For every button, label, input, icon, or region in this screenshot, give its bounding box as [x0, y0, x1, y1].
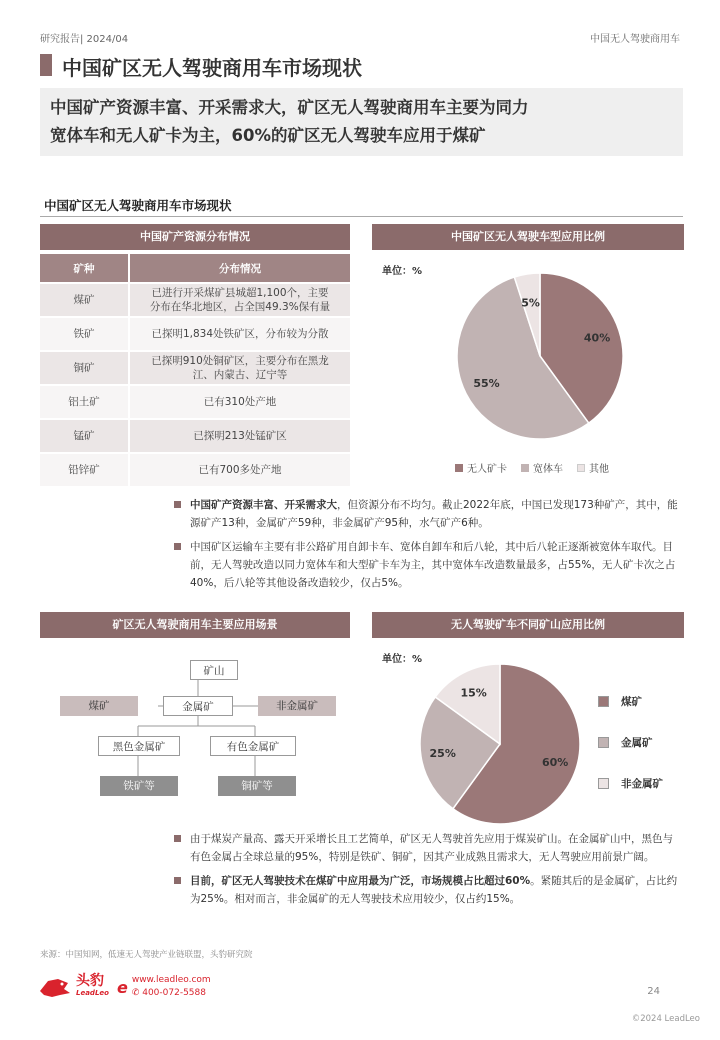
mine-type-legend [598, 694, 663, 791]
page-number: 24 [647, 986, 660, 997]
mine-type-pie-label-1: 25% [429, 747, 456, 761]
node-copper: 铜矿等 [218, 776, 296, 796]
bullet-item: 中国矿产资源丰富、开采需求大，但资源分布不均匀。截止2022年底，中国已发现173种矿产，其中，能源矿产13种，金属矿产59种，非金属矿产95种，水气矿产6种。 [172, 496, 682, 532]
resource-table-band: 中国矿产资源分布情况 [40, 224, 350, 250]
scenes-band: 矿区无人驾驶商用车主要应用场景 [40, 612, 350, 638]
section-divider [40, 216, 683, 217]
phone-number: ✆ 400-072-5588 [131, 988, 206, 998]
brand-name-cn: 头豹 [76, 973, 104, 989]
source-note: 来源：中国知网，低速无人驾驶产业链联盟，头豹研究院 [40, 950, 253, 960]
vehicle-type-pie-label-0: 40% [583, 331, 611, 345]
vehicle-type-pie-chart [440, 262, 640, 452]
mine-type-pie-label-2: 15% [460, 686, 487, 700]
legend-item: 煤矿 [598, 694, 663, 709]
bullet-item: 目前，矿区无人驾驶技术在煤矿中应用最为广泛，市场规模占比超过60%。紧随其后的是金属矿，占比约为25%。相对而言，非金属矿的无人驾驶技术应用较少，仅占约15%。 [172, 872, 682, 908]
summary-line-2: 宽体车和无人矿卡为主，60%的矿区无人驾驶车应用于煤矿 [50, 126, 486, 145]
bullet-item: 中国矿区运输车主要有非公路矿用自卸卡车、宽体自卸车和后八轮，其中后八轮正逐渐被宽体车取代。目前，无人驾驶改造以同力宽体车和大型矿卡车为主，其中宽体车改造数量最多，占55%，无人矿卡次之占40%，后八轮等其他设备改造较少，仅占5%。 [172, 538, 682, 592]
chart-unit-label: 单位：% [382, 266, 423, 277]
node-mine: 矿山 [190, 660, 238, 680]
chart-unit-label: 单位：% [382, 654, 423, 665]
website-link[interactable]: www.leadleo.com [131, 975, 211, 985]
page-title: 中国矿区无人驾驶商用车市场现状 [62, 56, 362, 80]
mine-type-pie-label-0: 60% [541, 755, 569, 769]
table-row [40, 420, 350, 452]
table-row [40, 352, 350, 384]
legend-item: 金属矿 [598, 735, 663, 750]
cell-kind: 铁矿 [40, 318, 128, 350]
analysis-bullets-1 [172, 496, 682, 598]
table-row [40, 284, 350, 316]
copyright: ©2024 LeadLeo [631, 1014, 700, 1024]
summary-line-1: 中国矿产资源丰富、开采需求大，矿区无人驾驶商用车主要为同力 [50, 98, 529, 117]
leopard-logo-icon [38, 975, 72, 999]
vehicle-type-pie-label-2: 5% [521, 296, 540, 310]
legend-swatch [455, 464, 463, 472]
col-header-distribution: 分布情况 [128, 254, 350, 282]
vehicle-type-pie-label-1: 55% [473, 377, 500, 391]
table-row [40, 454, 350, 486]
node-nonmetal: 非金属矿 [258, 696, 336, 716]
node-black-metal: 黑色金属矿 [98, 736, 180, 756]
vehicle-type-chart-band: 中国矿区无人驾驶车型应用比例 [372, 224, 684, 250]
cell-kind: 铅锌矿 [40, 454, 128, 486]
title-accent-bar [40, 54, 52, 76]
legend-item: 无人矿卡 [455, 460, 507, 475]
legend-item: 其他 [577, 460, 609, 475]
legend-item: 宽体车 [521, 460, 563, 475]
cell-kind: 铝土矿 [40, 386, 128, 418]
node-iron: 铁矿等 [100, 776, 178, 796]
bullet-item: 由于煤炭产量高、露天开采增长且工艺简单，矿区无人驾驶首先应用于煤炭矿山。在金属矿山中，黑色与有色金属占全球总量的95%，特别是铁矿、铜矿，因其产业成熟且需求大，无人驾驶应用前景广阔。 [172, 830, 682, 866]
brand-logo [38, 974, 211, 1000]
cell-distribution: 已探明213处锰矿区 [128, 420, 350, 452]
node-color-metal: 有色金属矿 [210, 736, 296, 756]
section-title: 中国矿区无人驾驶商用车市场现状 [44, 198, 232, 213]
legend-swatch [598, 737, 609, 748]
cell-distribution: 已有310处产地 [128, 386, 350, 418]
vehicle-type-legend [455, 460, 609, 475]
resource-table [40, 252, 350, 488]
e-logo-icon: e [116, 977, 128, 997]
cell-kind: 煤矿 [40, 284, 128, 316]
brand-name-en: LeadLeo [76, 989, 109, 997]
analysis-bullets-2 [172, 830, 682, 914]
table-row [40, 386, 350, 418]
cell-distribution: 已探明910处铜矿区，主要分布在黑龙 江、内蒙古、辽宁等 [128, 352, 350, 384]
node-metal: 金属矿 [163, 696, 233, 716]
summary-box [40, 88, 683, 156]
legend-swatch [598, 778, 609, 789]
node-coal: 煤矿 [60, 696, 138, 716]
cell-kind: 锰矿 [40, 420, 128, 452]
resource-table-block [40, 224, 350, 488]
legend-item: 非金属矿 [598, 776, 663, 791]
legend-swatch [598, 696, 609, 707]
report-topic: 中国无人驾驶商用车 [590, 34, 680, 45]
legend-swatch [521, 464, 529, 472]
report-label: 研究报告| 2024/04 [40, 34, 129, 45]
cell-distribution: 已有700多处产地 [128, 454, 350, 486]
mine-type-pie-chart [410, 654, 590, 834]
cell-distribution: 已探明1,834处铁矿区，分布较为分散 [128, 318, 350, 350]
mine-type-chart-band: 无人驾驶矿车不同矿山应用比例 [372, 612, 684, 638]
col-header-kind: 矿种 [40, 254, 128, 282]
table-row [40, 318, 350, 350]
legend-swatch [577, 464, 585, 472]
scene-tree [40, 650, 350, 810]
phone-icon: ✆ [131, 988, 143, 998]
cell-kind: 铜矿 [40, 352, 128, 384]
cell-distribution: 已进行开采煤矿县城超1,100个，主要 分布在华北地区，占全国49.3%保有量 [128, 284, 350, 316]
